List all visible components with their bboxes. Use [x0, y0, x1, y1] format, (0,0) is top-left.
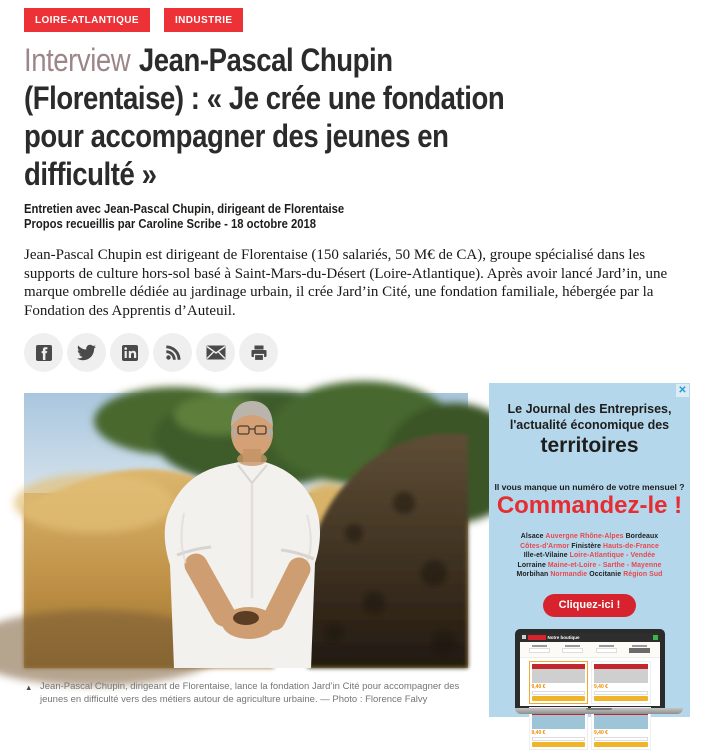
region-name: Alsace [520, 533, 544, 540]
region-name: Hauts-de-France [603, 542, 659, 550]
ad-question: Il vous manque un numéro de votre mensuel ? [494, 482, 685, 492]
card-price: 9,40 € [531, 683, 546, 690]
card-price: 9,40 € [594, 683, 608, 690]
rss-icon [164, 344, 182, 362]
linkedin-share-button[interactable] [110, 333, 149, 372]
rss-share-button[interactable] [153, 333, 192, 372]
title-line-1 [24, 42, 393, 78]
laptop-mockup [515, 629, 665, 736]
print-icon [250, 344, 268, 362]
caption-marker-icon: ▲ [25, 683, 33, 692]
magazine-card [529, 661, 589, 704]
region-name: Occitanie [589, 571, 622, 579]
article-kicker: Interview [24, 42, 131, 78]
facebook-share-button[interactable] [24, 333, 63, 372]
storefront-grid [520, 658, 660, 753]
card-buy-button [532, 696, 586, 701]
filter-column [529, 645, 550, 653]
region-line [489, 542, 690, 552]
card-buy-button [594, 742, 648, 747]
card-date-select [594, 691, 648, 695]
magazine-card [591, 661, 651, 704]
laptop-screen [515, 629, 665, 736]
region-name: Côtes-d'Armor [520, 542, 570, 550]
region-name: Lorraine [517, 561, 546, 569]
ad-title [489, 402, 690, 458]
region-name: Loire-Atlantique - Vendée [569, 552, 656, 560]
region-name: Auvergne Rhône-Alpes [545, 533, 624, 540]
lead-paragraph: Jean-Pascal Chupin est dirigeant de Florentaise (150 salariés, 50 M€ de CA), groupe spécialisé dans les supports de culture hors-sol basé à Saint-Mars-du-Désert (Loire-Atlantique). Après avoir lancé Jard’in, une marque ombrelle dédiée au jardinage urbain, il crée Jard’in Cité, une fondation familiale, hébergée par la Fondation des Apprentis d’Auteuil. [24, 247, 668, 319]
title-line-1-text: Jean-Pascal Chupin [138, 42, 393, 78]
region-line [489, 570, 690, 580]
region-name: Maine-et-Loire - Sarthe - Mayenne [547, 561, 662, 569]
byline [24, 202, 344, 231]
card-date-select [532, 691, 586, 695]
linkedin-icon [121, 344, 139, 362]
print-share-button[interactable] [239, 333, 278, 372]
title-line-3: pour accompagner des jeunes en [24, 118, 449, 154]
region-name: Morbihan [516, 571, 549, 579]
ad-title-line-2: l'actualité économique des [509, 417, 670, 432]
ad-title-emphasis: territoires [540, 434, 639, 457]
photo-caption-text: Jean-Pascal Chupin, dirigeant de Florentaise, lance la fondation Jard’in Cité pour accompagner des jeunes en difficulté vers des métiers autour de agriculture urbaine. — Photo : Florence Falvy [40, 681, 460, 705]
photo-illustration [24, 393, 468, 668]
region-name: Finistère [571, 542, 601, 550]
byline-author: Entretien avec Jean-Pascal Chupin, dirigeant de Florentaise [24, 202, 345, 216]
facebook-icon [35, 344, 53, 362]
region-name: Normandie [550, 571, 588, 579]
email-icon [206, 345, 226, 360]
filter-column [629, 645, 650, 653]
share-bar [24, 333, 278, 372]
storefront-title: Notre boutique [547, 634, 580, 640]
filter-column [596, 645, 617, 653]
advertisement[interactable] [489, 383, 690, 736]
card-date-select [532, 737, 586, 741]
category-tag-industrie[interactable]: INDUSTRIE [164, 8, 244, 32]
photo-caption [25, 680, 477, 706]
twitter-icon [77, 343, 96, 362]
region-line [489, 551, 690, 561]
storefront-filters [520, 642, 660, 658]
ad-click-button[interactable]: Cliquez-ici ! [543, 594, 637, 617]
twitter-share-button[interactable] [67, 333, 106, 372]
region-line [489, 532, 690, 542]
ad-cta-headline: Commandez-le ! [496, 492, 683, 519]
article-photo [24, 393, 468, 668]
region-list [489, 532, 690, 580]
storefront-logo [528, 635, 546, 640]
region-name: Région Sud [623, 571, 663, 579]
magazine-cover [594, 664, 648, 683]
email-share-button[interactable] [196, 333, 235, 372]
ad-close-button[interactable] [676, 384, 689, 397]
storefront-header [520, 633, 660, 642]
ad-title-line-1: Le Journal des Entreprises, [507, 402, 672, 416]
card-price: 9,40 € [531, 729, 546, 736]
article-title [24, 41, 504, 193]
byline-credit-date: Propos recueillis par Caroline Scribe - 18 octobre 2018 [24, 216, 316, 231]
card-buy-button [532, 742, 586, 747]
card-buy-button [594, 696, 648, 701]
laptop-base [515, 708, 683, 714]
category-tag-loire-atlantique[interactable]: LOIRE-ATLANTIQUE [24, 8, 150, 32]
category-tags [24, 8, 243, 32]
menu-icon [522, 635, 526, 639]
cart-icon [653, 635, 658, 640]
card-date-select [594, 737, 648, 741]
magazine-cover [532, 664, 586, 683]
close-icon: ✕ [678, 385, 687, 396]
filter-column [562, 645, 583, 653]
card-price: 9,40 € [594, 729, 608, 736]
region-line [489, 561, 690, 571]
region-name: Bordeaux [625, 533, 659, 540]
title-line-2: (Florentaise) : « Je crée une fondation [24, 80, 505, 116]
title-line-4: difficulté » [24, 156, 157, 192]
region-name: Ille-et-Vilaine [523, 552, 568, 560]
